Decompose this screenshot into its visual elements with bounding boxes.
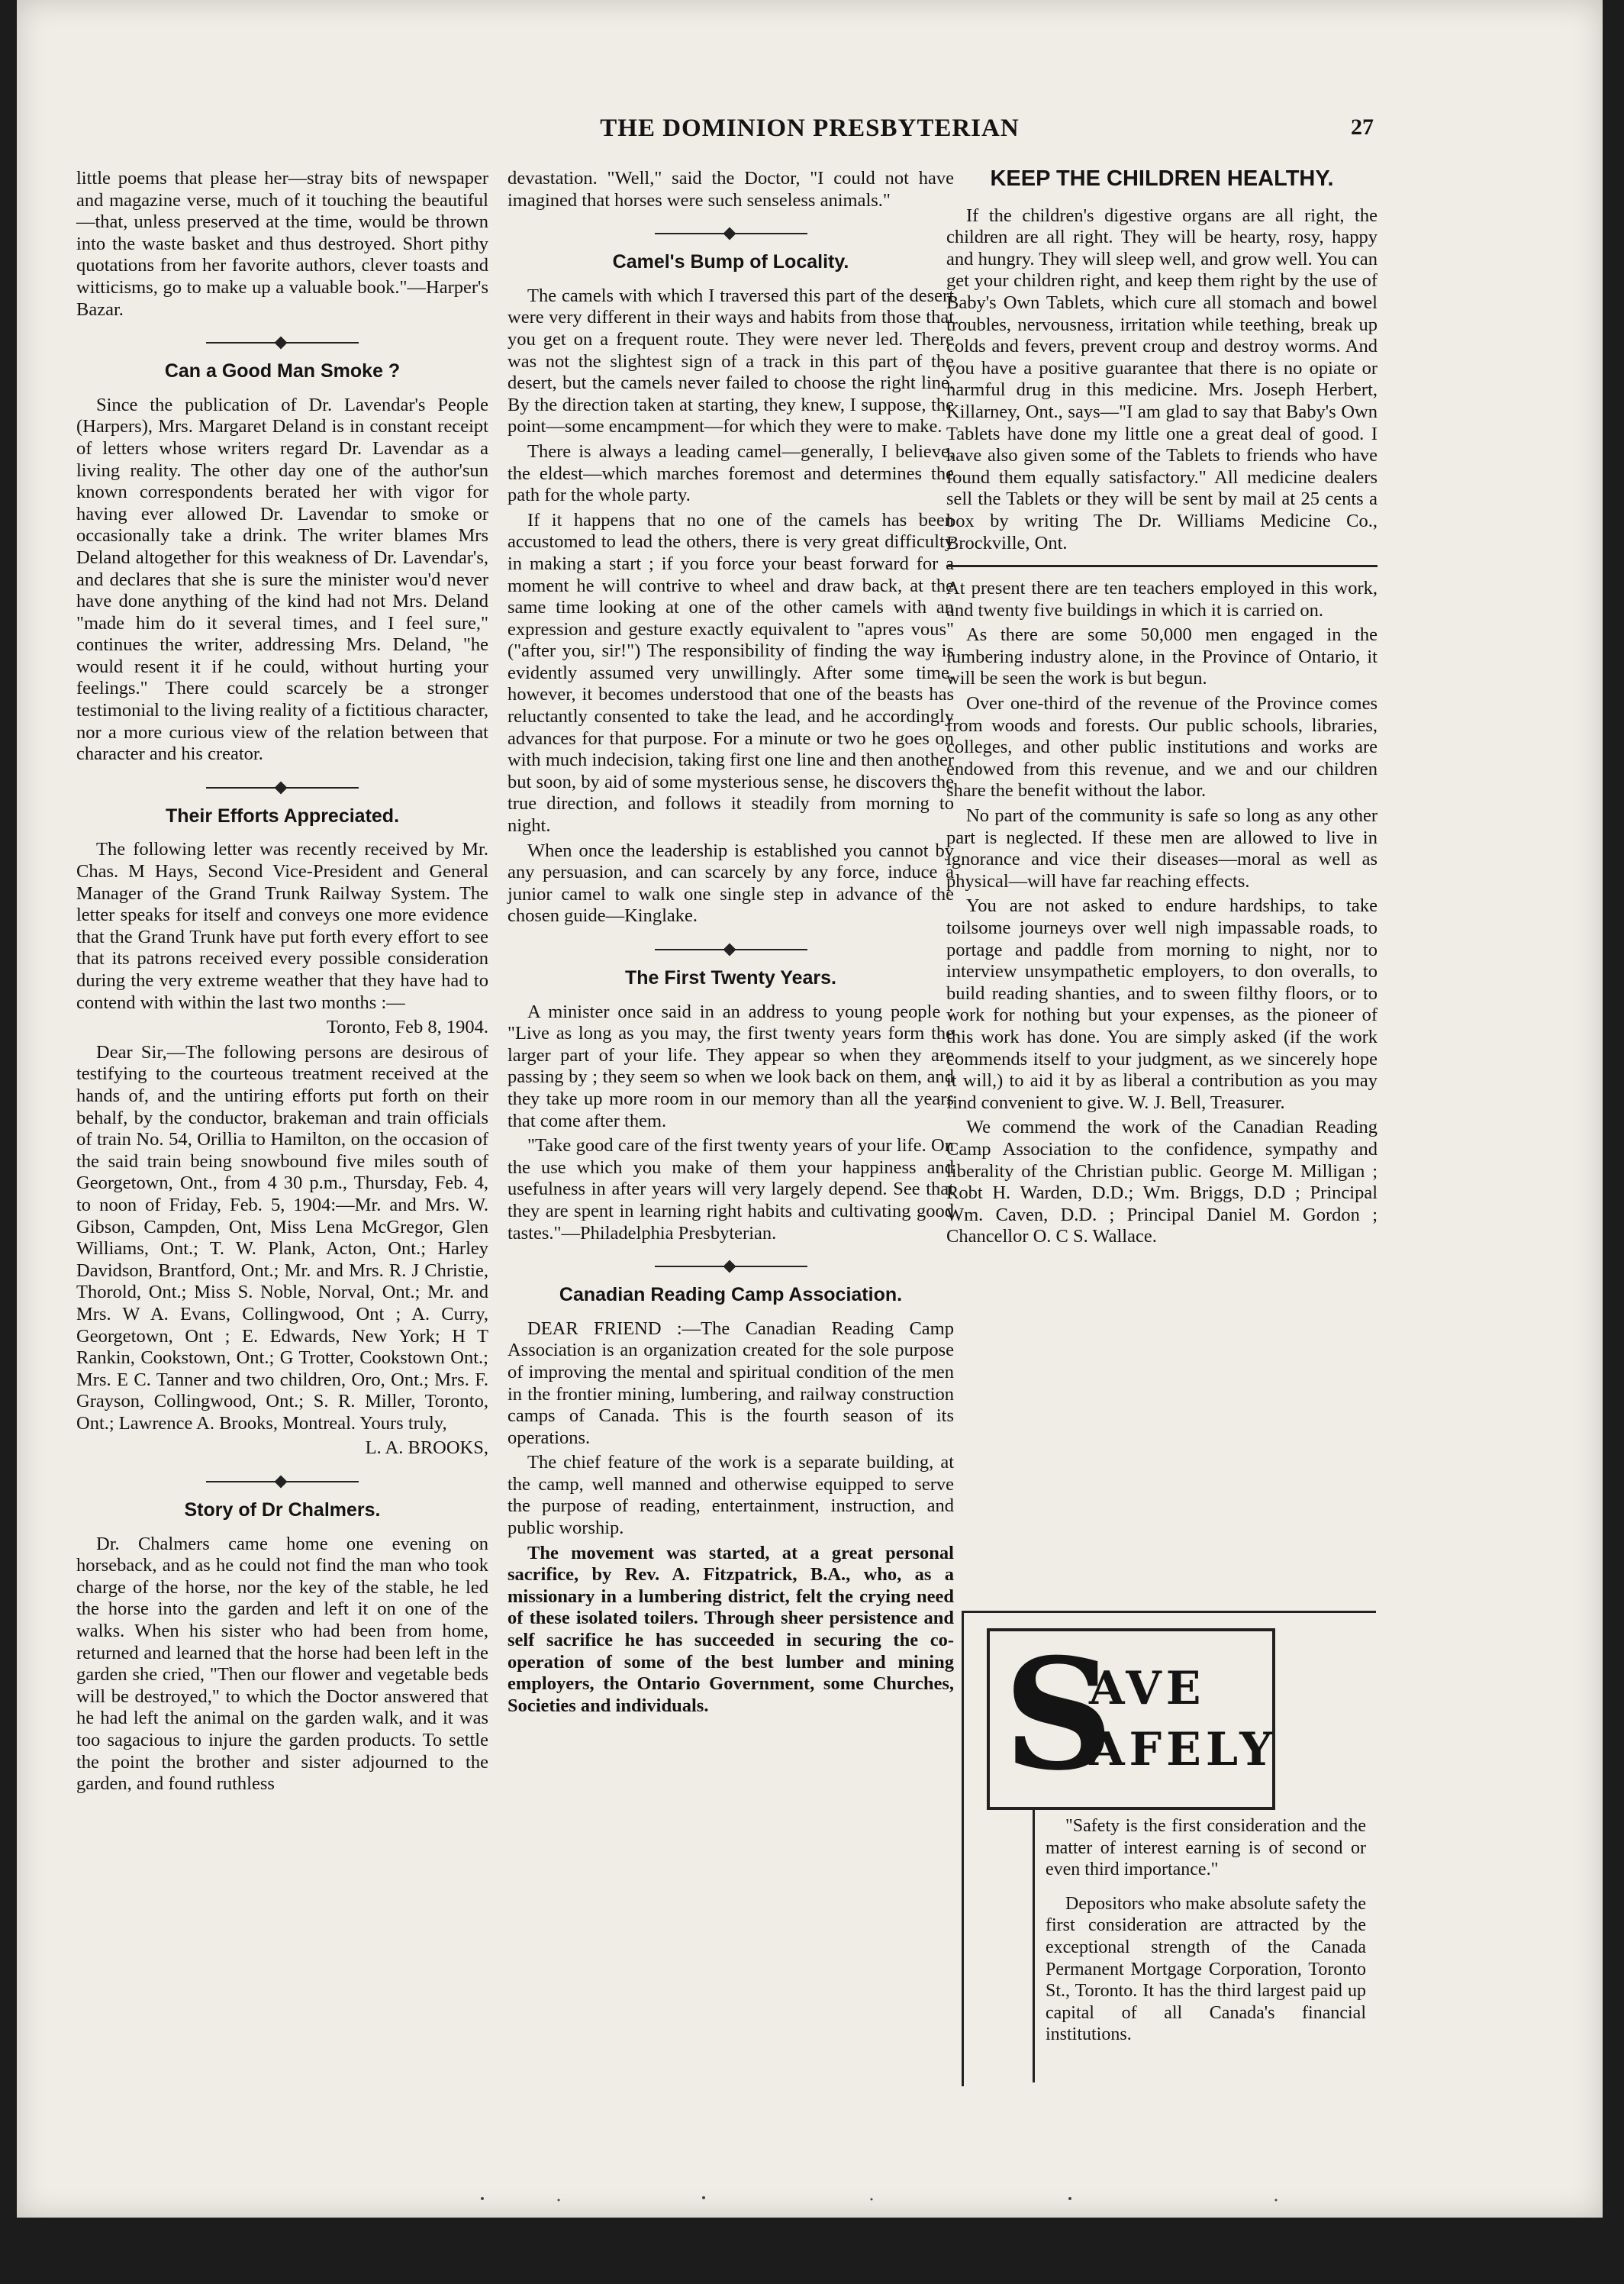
section-rule bbox=[946, 565, 1378, 567]
section-ornament bbox=[206, 1473, 359, 1490]
article-chalmers-continuation: devastation. "Well," said the Doctor, "I could not have imagined that horses were such senseless animals." bbox=[508, 168, 954, 211]
article-camp-p5: As there are some 50,000 men engaged in the lumbering industry alone, in the Province of Ontario, it will be seen the work is but begun. bbox=[946, 624, 1378, 689]
save-safely-advertisement bbox=[962, 1611, 1376, 2086]
logo-initial: S bbox=[1004, 1625, 1114, 1805]
article-camp-p4: At present there are ten teachers employed in this work, and twenty five buildings in which it is carried on. bbox=[946, 578, 1378, 621]
article-camel-p3: If it happens that no one of the camels has been accustomed to lead the others, there is very great difficulty in making a start ; if you force your beast forward for a moment he will contrive to wheel and draw back, at the same time looking at one of the other camels with an expression and gesture exactly equivalent to "apres vous" ("after you, sir!") The responsibility of finding the way is evidently assumed very unwillingly. After some time, however, it becomes understood that one of the beasts has reluctantly consented to take the lead, and he accordingly advances for that purpose. For a minute or two he goes on with much indecision, taking first one line and then another but soon, by aid of some mysterious sense, he discovers the true direction, and follows it steadily from morning to night. bbox=[508, 509, 954, 837]
newspaper-page bbox=[17, 0, 1603, 2218]
article-healthy-body: If the children's digestive organs are all right, the children are all right. They will be hearty, rosy, happy and hungry. They will sleep well, and grow well. You can get your children right, and keep them right by the use of Baby's Own Tablets, which cure all stomach and bowel troubles, nervousness, irritation while teething, break up colds and fevers, prevent croup and destroy worms. And you have a positive guarantee that there is no opiate or harmful drug in this medicine. Mrs. Joseph Herbert, Killarney, Ont., says—"I am glad to say that Baby's Own Tablets have done my little one a great deal of good. I have also given some of the Tablets to friends who have found them equally satisfactory." All medicine dealers sell the Tablets or they will be sent by mail at 25 cents a box by writing The Dr. Williams Medicine Co., Brockville, Ont. bbox=[946, 205, 1378, 553]
article-twenty-p2: "Take good care of the first twenty years of your life. On the use which you make of them your happiness and usefulness in after years will very largely depend. See that they are spent in learning right habits and cultivating good tastes."—Philadelphia Presbyterian. bbox=[508, 1135, 954, 1244]
article-chalmers-body: Dr. Chalmers came home one evening on horseback, and as he could not find the man who took charge of the horse, nor the key of the stable, he led the horse into the garden and left it on one of the walks. When his sister who had been from home, returned and learned that the horse had been left in the garden she cried, "Then our flower and vegetable beds will be destroyed," to which the Doctor answered that he had left the animal on the garden walk, and it was too sagacious to injure the garden products. To settle the point the brother and sister adjourned to the garden, and found ruthless bbox=[76, 1533, 488, 1795]
page-header bbox=[17, 115, 1603, 153]
logo-word-2: AFELY bbox=[1089, 1723, 1278, 1776]
letter-date: Toronto, Feb 8, 1904. bbox=[327, 1017, 488, 1038]
letter-body: Dear Sir,—The following persons are desirous of testifying to the courteous treatment received at the hands of, and the untiring efforts put forth on their behalf, by the conductor, brakeman and train officials of train No. 54, Orillia to Hamilton, on the occasion of the said train being snowbound five miles south of Georgetown, Ont., from 4 30 p.m., Thursday, Feb. 4, to noon of Friday, Feb. 5, 1904:—Mr. and Mrs. W. Gibson, Campden, Ont, Miss Lena McGregor, Glen Williams, Ont.; T. W. Plank, Acton, Ont.; Harley Davidson, Brantford, Ont.; Mr. and Mrs. R. J Christie, Thorold, Ont.; Miss S. Noble, Norval, Ont.; Mr. and Mrs. W A. Evans, Collingwood, Ont ; A. Curry, Georgetown, Ont ; E. Edwards, New York; H T Rankin, Cookstown, Ont.; G Trotter, Cookstown Ont.; Mrs. E C. Tanner and two children, Oro, Ont.; Mrs. F. Grayson, Collingwood, Ont.; S. R. Miller, Toronto, Ont.; Lawrence A. Brooks, Montreal. Yours truly, bbox=[76, 1041, 488, 1434]
section-ornament bbox=[655, 225, 807, 242]
article-efforts-body: The following letter was recently received by Mr. Chas. M Hays, Second Vice-President and General Manager of the Grand Trunk Railway System. The letter speaks for itself and conveys one more evidence that the Grand Trunk have put forth every effort to see that its patrons received every possible consideration during the very extreme weather that they have had to contend with within the last two months :— bbox=[76, 839, 488, 1013]
advertisement-text-box bbox=[1033, 1808, 1371, 2082]
article-camp-p8: You are not asked to endure hardships, to take toilsome journeys over well nigh impassable roads, to portage and paddle from morning to night, nor to interview unsympathetic employers, to don overalls, to build reading shanties, and to sween filthy floors, or to work for nothing but your expenses, as the pioneer of this work has done. You are simply asked (if the work commends itself to your judgment, as we sincerely hope it will,) to aid it by as liberal a contribution as you may find convenient to give. W. J. Bell, Treasurer. bbox=[946, 895, 1378, 1113]
article-smoke-body: Since the publication of Dr. Lavendar's People (Harpers), Mrs. Margaret Deland is in constant receipt of letters whose writers regard Dr. Lavendar as a living reality. The other day one of the author'sun known correspondents berated her with vigor for having ever allowed Dr. Lavendar to smoke or occasionally take a drink. The writer blames Mrs Deland altogether for this weakness of Dr. Lavendar's, and declares that she is sure the minister wou'd never have done anything of the kind had not Mrs. Deland "made him do it several times, and I feel sure," continues the writer, addressing Mrs. Deland, "he would resent it if he could, without hurting your feelings." There could scarcely be a stronger testimonial to the living reality of a fictitious character, nor a more curious view of the relation between that character and his creator. bbox=[76, 394, 488, 765]
letter-signature: L. A. BROOKS, bbox=[365, 1437, 488, 1459]
article-camel-p1: The camels with which I traversed this part of the desert were very different in their ways and habits from those that you get on a frequent route. They were never led. There was not the slightest sign of a track in this part of the desert, but the camels never failed to choose the right line. By the direction taken at starting, they knew, I suppose, the point—some encampment—for which they were to make. bbox=[508, 285, 954, 437]
article-camp-p1: DEAR FRIEND :—The Canadian Reading Camp Association is an organization created for the sole purpose of improving the mental and spiritual condition of the men in the frontier mining, lumbering, and railway construction camps of Canada. This is the fourth season of its operations. bbox=[508, 1318, 954, 1448]
headline-smoke: Can a Good Man Smoke ? bbox=[164, 360, 401, 382]
section-ornament bbox=[206, 779, 359, 796]
article-camp-p2: The chief feature of the work is a separate building, at the camp, well manned and otherwise equipped to serve the purpose of reading, entertainment, instruction, and public worship. bbox=[508, 1452, 954, 1539]
save-safely-logo bbox=[987, 1625, 1278, 1810]
headline-camel: Camel's Bump of Locality. bbox=[612, 251, 849, 273]
logo-word-1: AVE bbox=[1089, 1662, 1206, 1715]
publication-title: THE DOMINION PRESBYTERIAN bbox=[600, 115, 1020, 142]
page-number: 27 bbox=[1351, 115, 1374, 140]
ad-quote: "Safety is the first consideration and the matter of interest earning is of second or even third importance." bbox=[1046, 1816, 1366, 1880]
section-ornament bbox=[206, 334, 359, 351]
headline-twenty: The First Twenty Years. bbox=[625, 967, 836, 989]
article-camel-p2: There is always a leading camel—generally, I believe, the eldest—which marches foremost and determines the path for the whole party. bbox=[508, 440, 954, 506]
article-camp-p9: We commend the work of the Canadian Reading Camp Association to the confidence, sympathy and liberality of the Christian public. George M. Milligan ; Robt H. Warden, D.D.; Wm. Briggs, D.D ; Principal Wm. Caven, D.D. ; Principal Daniel M. Gordon ; Chancellor O. C S. Wallace. bbox=[946, 1117, 1378, 1247]
article-camel-p4: When once the leadership is established you cannot by any persuasion, and can scarcely by any force, induce a junior camel to walk one single step in advance of the chosen guide—Kinglake. bbox=[508, 840, 954, 927]
column-2 bbox=[508, 168, 954, 1720]
ad-body: Depositors who make absolute safety the first consideration are attracted by the exceptional strength of the Canada Permanent Mortgage Corporation, Toronto St., Toronto. It has the third largest paid up capital of all Canada's financial institutions. bbox=[1046, 1893, 1366, 2045]
column-3 bbox=[946, 168, 1378, 1251]
section-ornament bbox=[655, 1258, 807, 1275]
headline-chalmers: Story of Dr Chalmers. bbox=[184, 1499, 381, 1521]
article-camp-p7: No part of the community is safe so long as any other part is neglected. If these men are allowed to live in ignorance and vice their diseases—moral as well as physical—will have far reaching effects. bbox=[946, 805, 1378, 892]
print-speckle-decoration bbox=[475, 2191, 1390, 2206]
headline-efforts: Their Efforts Appreciated. bbox=[165, 805, 400, 827]
article-camp-p3: The movement was started, at a great personal sacrifice, by Rev. A. Fitzpatrick, B.A., who, as a missionary in a lumbering district, felt the crying need of these isolated toilers. Through sheer persistence and self sacrifice he has succeeded in securing the co-operation of some of the best lumber and mining employers, the Ontario Government, some Churches, Societies and individuals. bbox=[508, 1542, 954, 1716]
headline-camp: Canadian Reading Camp Association. bbox=[559, 1284, 903, 1306]
article-twenty-p1: A minister once said in an address to young people : "Live as long as you may, the first twenty years form the larger part of your life. They appear so when they are passing by ; they seem so when we look back on them, and they take up more room in our memory than all the years that come after them. bbox=[508, 1001, 954, 1131]
column-1 bbox=[76, 168, 488, 1798]
section-ornament bbox=[655, 941, 807, 958]
article-camp-p6: Over one-third of the revenue of the Province comes from woods and forests. Our public schools, libraries, colleges, and other public institutions and works are endowed from this revenue, and we and our children share the benefit without the labor. bbox=[946, 693, 1378, 802]
headline-healthy: KEEP THE CHILDREN HEALTHY. bbox=[990, 166, 1334, 191]
article-continuation: little poems that please her—stray bits of newspaper and magazine verse, much of it touching the beautiful—that, unless preserved at the time, would be thrown into the waste basket and thus destroyed. Short pithy quotations from her favorite authors, clever toasts and witticisms, go to make up a valuable book."—Harper's Bazar. bbox=[76, 168, 488, 320]
